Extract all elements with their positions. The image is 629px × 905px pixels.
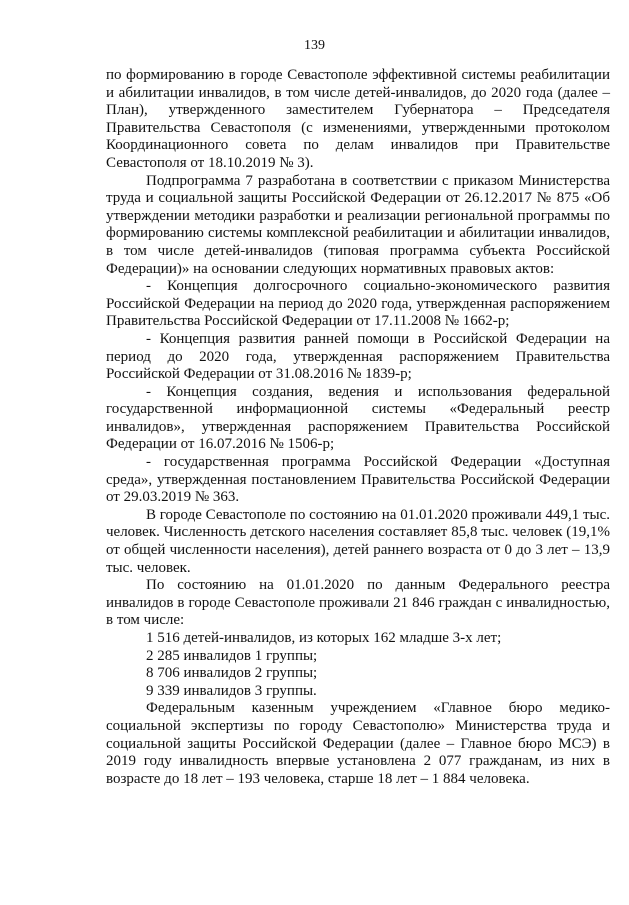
list-item-group-2: 8 706 инвалидов 2 группы;	[146, 665, 318, 682]
list-item-accessible-environment: - государственная программа Российской Федерации «Доступная среда», утвержденная постановлением Правительства Российской Федерации от 29.03.2019 № 363.	[106, 454, 610, 506]
list-item-group-1: 2 285 инвалидов 1 группы;	[146, 647, 318, 664]
paragraph-mse-bureau: Федеральным казенным учреждением «Главное бюро медико-социальной экспертизы по городу Севастополю» Министерства труда и социальной защиты Российской Федерации (далее – Главное бюро МСЭ) в 2019 году инвалидность впервые установлена 2 077 гражданам, из них в возрасте до 18 лет – 193 человека, старше 18 лет – 1 884 человека.	[106, 700, 610, 787]
list-item-concept-registry: - Концепция создания, ведения и использования федеральной государственной информационной системы «Федеральный реестр инвалидов», утвержденная распоряжением Правительства Российской Федерации от 16.07.2016 № 1506-р;	[106, 383, 610, 453]
paragraph-subprogram-7: Подпрограмма 7 разработана в соответствии с приказом Министерства труда и социальной защиты Российской Федерации от 26.12.2017 № 875 «Об утверждении методики разработки и реализации региональной программы по формированию системы комплексной реабилитации и абилитации инвалидов, в том числе детей-инвалидов (типовая программа субъекта Российской Федерации)» на основании следующих нормативных правовых актов:	[106, 172, 610, 277]
list-item-group-3: 9 339 инвалидов 3 группы.	[146, 682, 317, 699]
paragraph-population: В городе Севастополе по состоянию на 01.01.2020 проживали 449,1 тыс. человек. Численность детского населения составляет 85,8 тыс. человек (19,1% от общей численности населения), детей раннего возраста от 0 до 3 лет – 13,9 тыс. человек.	[106, 506, 610, 576]
list-item-concept-early-help: - Концепция развития ранней помощи в Российской Федерации на период до 2020 года, утвержденная распоряжением Правительства Российской Федерации от 31.08.2016 № 1839-р;	[106, 330, 610, 383]
list-item-children-disabled: 1 516 детей-инвалидов, из которых 162 младше 3-х лет;	[146, 630, 502, 646]
document-body	[106, 67, 610, 788]
paragraph-plan-continuation: по формированию в городе Севастополе эффективной системы реабилитации и абилитации инвалидов, в том числе детей-инвалидов, до 2020 года (далее – План), утвержденного заместителем Губернатора – Председателя Правительства Севастополя (с изменениями, утвержденными протоколом Координационного совета по делам инвалидов при Правительстве Севастополя от 18.10.2019 № 3).	[106, 67, 610, 171]
list-item-concept-long-term: - Концепция долгосрочного социально-экономического развития Российской Федерации на период до 2020 года, утвержденная распоряжением Правительства Российской Федерации от 17.11.2008 № 1662-р;	[106, 278, 610, 330]
page-number: 139	[304, 38, 325, 53]
paragraph-registry-data: По состоянию на 01.01.2020 по данным Федерального реестра инвалидов в городе Севастополе проживали 21 846 граждан с инвалидностью, в том числе:	[106, 577, 610, 629]
